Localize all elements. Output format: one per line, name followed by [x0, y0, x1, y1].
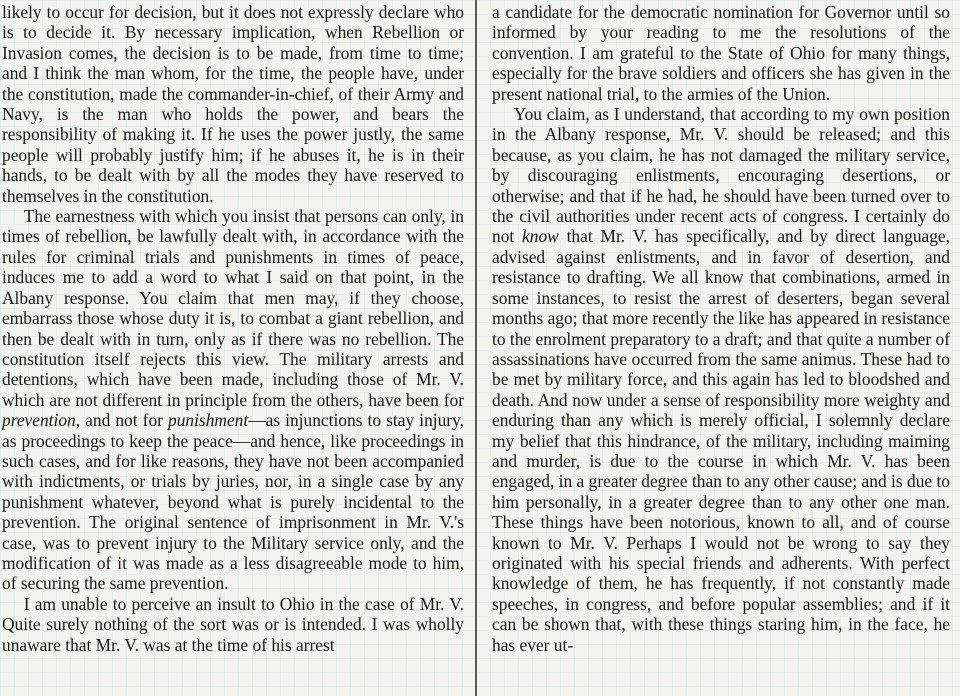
text-segment: The earnestness with which you insist that persons can only, in times of rebellion, be lawfully dealt with, in accordance with the rules for criminal trials and punishments in times of peace, induces me to add a word to what I said on that point, in the Albany response. You claim that men may, if they choose, embarrass those whose duty it is, to combat a giant rebellion, and then be dealt with in turn, only as if there was no rebellion. The constitution itself rejects this view. The military arrests and detentions, which have been made, including those of Mr. V. which are not different in principle from the others, have been for [2, 206, 464, 410]
left-paragraph-1 [2, 2, 464, 206]
text-segment: You claim, as I understand, that according to my own position in the Albany response, Mr. V. should be released; and this because, as you claim, he has not damaged the military service, by discouraging enlistments, encouraging desertions, or otherwise; and that if he had, he should have been turned over to the civil authorities under recent acts of congress. I certainly do not [492, 104, 950, 247]
text-segment: —as injunctions to stay injury, as proceedings to keep the peace—and hence, like proceedings in such cases, and for like reasons, they have not been accompanied with indictments, or trials by juries, nor, in a single case by any punishment whatever, beyond what is purely incidental to the prevention. The original sentence of imprisonment in Mr. V.'s case, was to prevent injury to the Military service only, and the modification of it was made as a less disagreeable mode to him, of securing the same prevention. [2, 410, 464, 594]
right-paragraph-1 [492, 2, 950, 104]
left-column [2, 2, 464, 696]
text-segment: I am unable to perceive an insult to Ohio in the case of Mr. V. Quite surely nothing of the sort was or is intended. I was wholly unaware that Mr. V. was at the time of his arrest [2, 593, 464, 655]
left-paragraph-3 [2, 594, 464, 655]
text-segment: likely to occur for decision, but it does not expressly declare who is to decide it. By necessary implication, when Rebellion or Invasion comes, the decision is to be made, from time to time; and I think the man whom, for the time, the people have, under the constitution, made the commander-in-chief, of their Army and Navy, is the man who holds the power, and bears the responsibility of making it. If he uses the power justly, the same people will probably justify him; if he abuses it, he is in their hands, to be dealt with by all the modes they have reserved to themselves in the constitution. [2, 2, 464, 206]
right-column [492, 2, 950, 696]
text-segment: , and not for [75, 410, 169, 431]
italic-prevention: prevention [2, 410, 76, 431]
text-segment: that Mr. V. has specifically, and by direct language, advised against enlistments, and in favor of desertion, and resistance to drafting. We all know that combinations, armed in some instances, to resist the arrest of deserters, began several months ago; that more recently the like has appeared in resistance to the enrolment preparatory to a draft; and that quite a number of assassinations have occurred from the same animus. These had to be met by military force, and this again has led to bloodshed and death. And now under a sense of responsibility more weighty and enduring than any which is merely official, I solemnly declare my belief that this hindrance, of the military, including maiming and murder, is due to the course in which Mr. V. has been engaged, in a greater degree than to any other cause; and is due to him personally, in a greater degree than to any other one man. These things have been notorious, known to all, and of course known to Mr. V. Perhaps I would not be wrong to say they originated with his special friends and adherents. With perfect knowledge of them, he has frequently, if not constantly made speeches, in congress, and before popular assemblies; and if it can be shown that, with these things staring him, in the face, he has ever ut- [492, 226, 950, 655]
text-segment: a candidate for the democratic nomination for Governor until so informed by your reading to me the resolutions of the convention. I am grateful to the State of Ohio for many things, especially for the brave soldiers and officers she has given in the present national trial, to the armies of the Union. [492, 2, 950, 104]
italic-punishment: punishment [168, 410, 249, 431]
column-divider [475, 0, 477, 696]
left-paragraph-2 [2, 206, 464, 594]
italic-know: know [522, 226, 559, 247]
right-paragraph-2 [492, 104, 950, 655]
